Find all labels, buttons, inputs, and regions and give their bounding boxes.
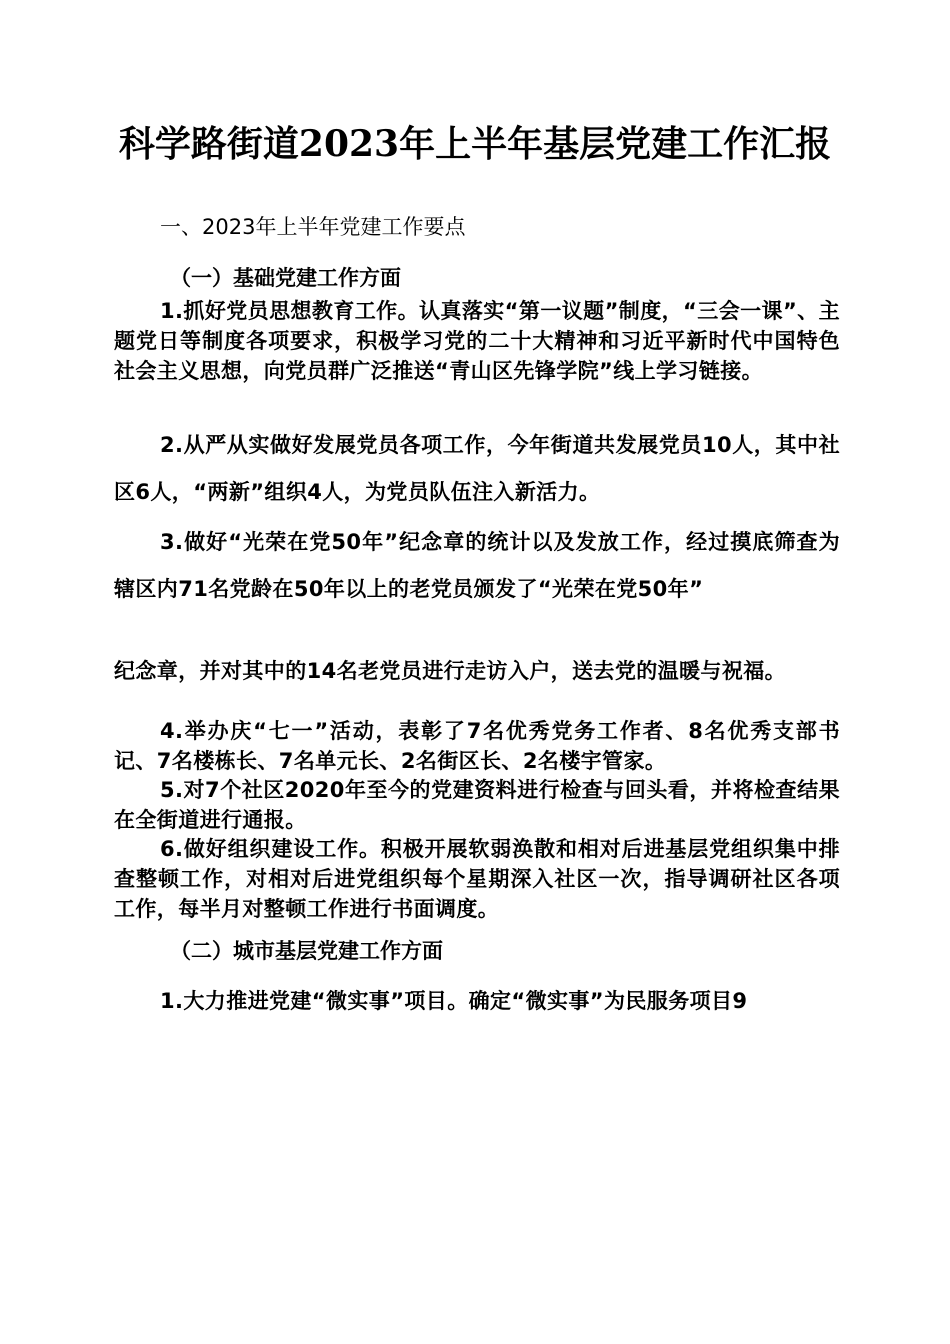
subsection-heading-basic: （一）基础党建工作方面 [170, 266, 401, 290]
paragraph-item-1: 1.抓好党员思想教育工作。认真落实“第一议题”制度，“三会一课”、主题党日等制度各项要求，积极学习党的二十大精神和习近平新时代中国特色社会主义思想，向党员群广泛推送“青山区先锋学院”线上学习链接。 [114, 299, 840, 383]
section-heading-one: 一、2023年上半年党建工作要点 [160, 215, 466, 239]
document-title: 科学路街道2023年上半年基层党建工作汇报 [118, 123, 832, 165]
paragraph-item-6: 6.做好组织建设工作。积极开展软弱涣散和相对后进基层党组织集中排查整顿工作，对相对后进党组织每个星期深入社区一次，指导调研社区各项工作，每半月对整顿工作进行书面调度。 [114, 837, 840, 921]
paragraph-item-3: 3.做好“光荣在党50年”纪念章的统计以及发放工作，经过摸底筛查为辖区内71名党龄在50年以上的老党员颁发了“光荣在党50年” [114, 530, 840, 601]
paragraph-item-2: 2.从严从实做好发展党员各项工作，今年街道共发展党员10人，其中社区6人，“两新”组织4人，为党员队伍注入新活力。 [114, 433, 840, 504]
paragraph-item-2-1: 1.大力推进党建“微实事”项目。确定“微实事”为民服务项目9 [160, 989, 748, 1013]
paragraph-item-4: 4.举办庆“七一”活动，表彰了7名优秀党务工作者、8名优秀支部书记、7名楼栋长、7名单元长、2名街区长、2名楼宇管家。 [114, 719, 840, 773]
subsection-heading-city: （二）城市基层党建工作方面 [170, 939, 443, 963]
paragraph-item-3-continued: 纪念章，并对其中的14名老党员进行走访入户，送去党的温暖与祝福。 [114, 659, 787, 683]
paragraph-item-5: 5.对7个社区2020年至今的党建资料进行检查与回头看，并将检查结果在全街道进行通报。 [114, 778, 840, 832]
